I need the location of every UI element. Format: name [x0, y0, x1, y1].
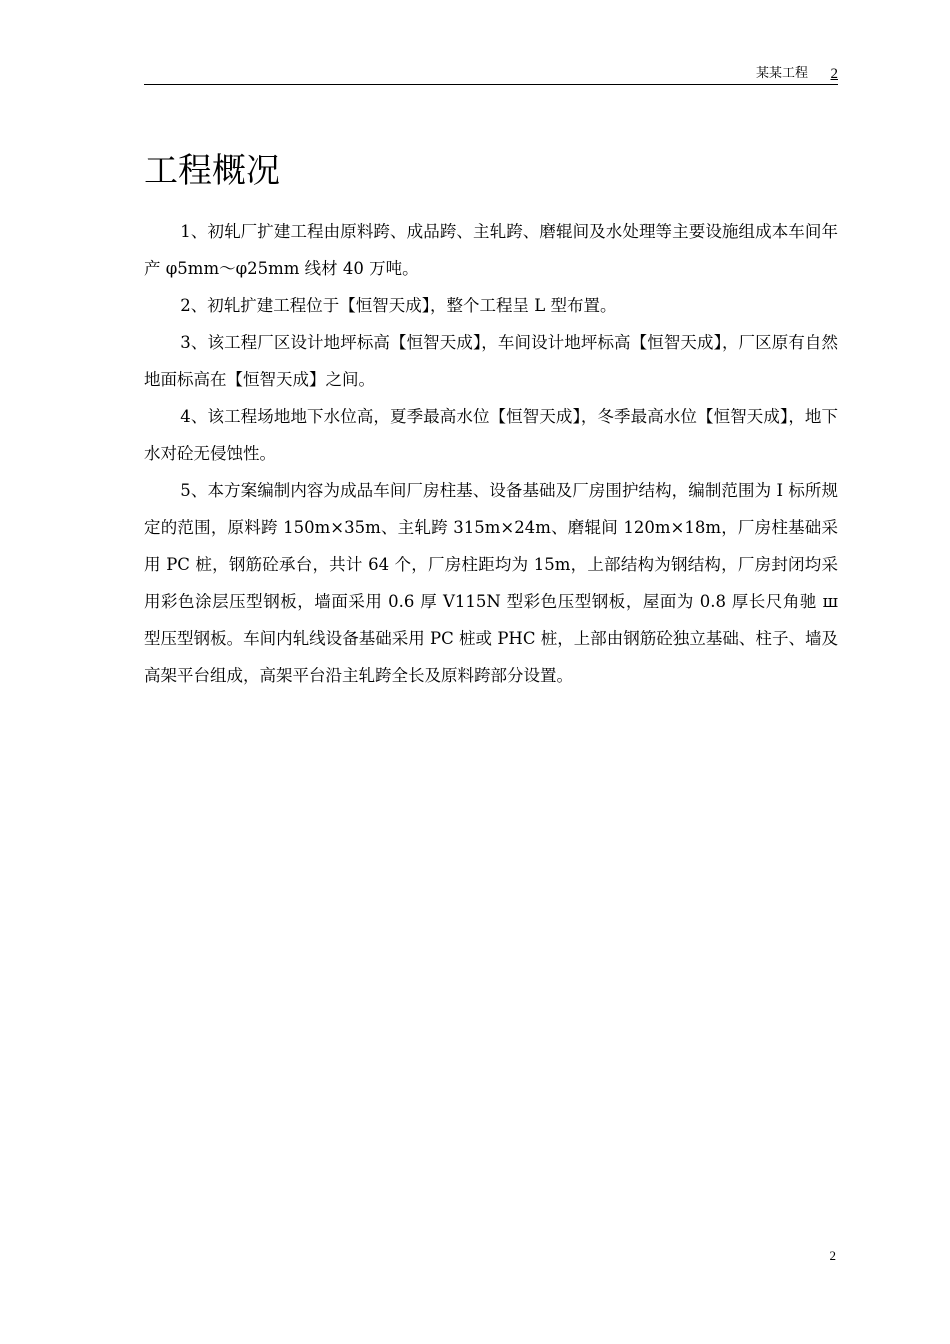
- header-title: 某某工程: [755, 66, 808, 81]
- document-body: [144, 213, 838, 694]
- paragraph: 3、该工程厂区设计地坪标高【恒智天成】，车间设计地坪标高【恒智天成】，厂区原有自然地面标高在【恒智天成】之间。: [144, 333, 838, 389]
- paragraph: 4、该工程场地地下水位高，夏季最高水位【恒智天成】，冬季最高水位【恒智天成】，地下水对砼无侵蚀性。: [144, 407, 838, 463]
- header-page-number: 2: [830, 66, 838, 82]
- paragraph: 1、初轧厂扩建工程由原料跨、成品跨、主轧跨、磨辊间及水处理等主要设施组成本车间年产 φ5mm～φ25mm 线材 40 万吨。: [144, 222, 838, 278]
- page-header: [144, 62, 838, 85]
- footer-page-number: 2: [829, 1248, 836, 1263]
- section-heading: 工程概况: [144, 151, 280, 191]
- paragraph: 5、本方案编制内容为成品车间厂房柱基、设备基础及厂房围护结构，编制范围为 I 标所规定的范围，原料跨 150m×35m、主轧跨 315m×24m、磨辊间 120m×18m，厂房柱基础采用 PC 桩，钢筋砼承台，共计 64 个，厂房柱距均为 15m，上部结构为钢结构，厂房封闭均采用彩色涂层压型钢板，墙面采用 0.6 厚 V115N 型彩色压型钢板，屋面为 0.8 厚长尺角驰 ш 型压型钢板。车间内轧线设备基础采用 PC 桩或 PHC 桩，上部由钢筋砼独立基础、柱子、墙及高架平台组成，高架平台沿主轧跨全长及原料跨部分设置。: [144, 481, 838, 685]
- paragraph: 2、初轧扩建工程位于【恒智天成】，整个工程呈 L 型布置。: [180, 296, 617, 315]
